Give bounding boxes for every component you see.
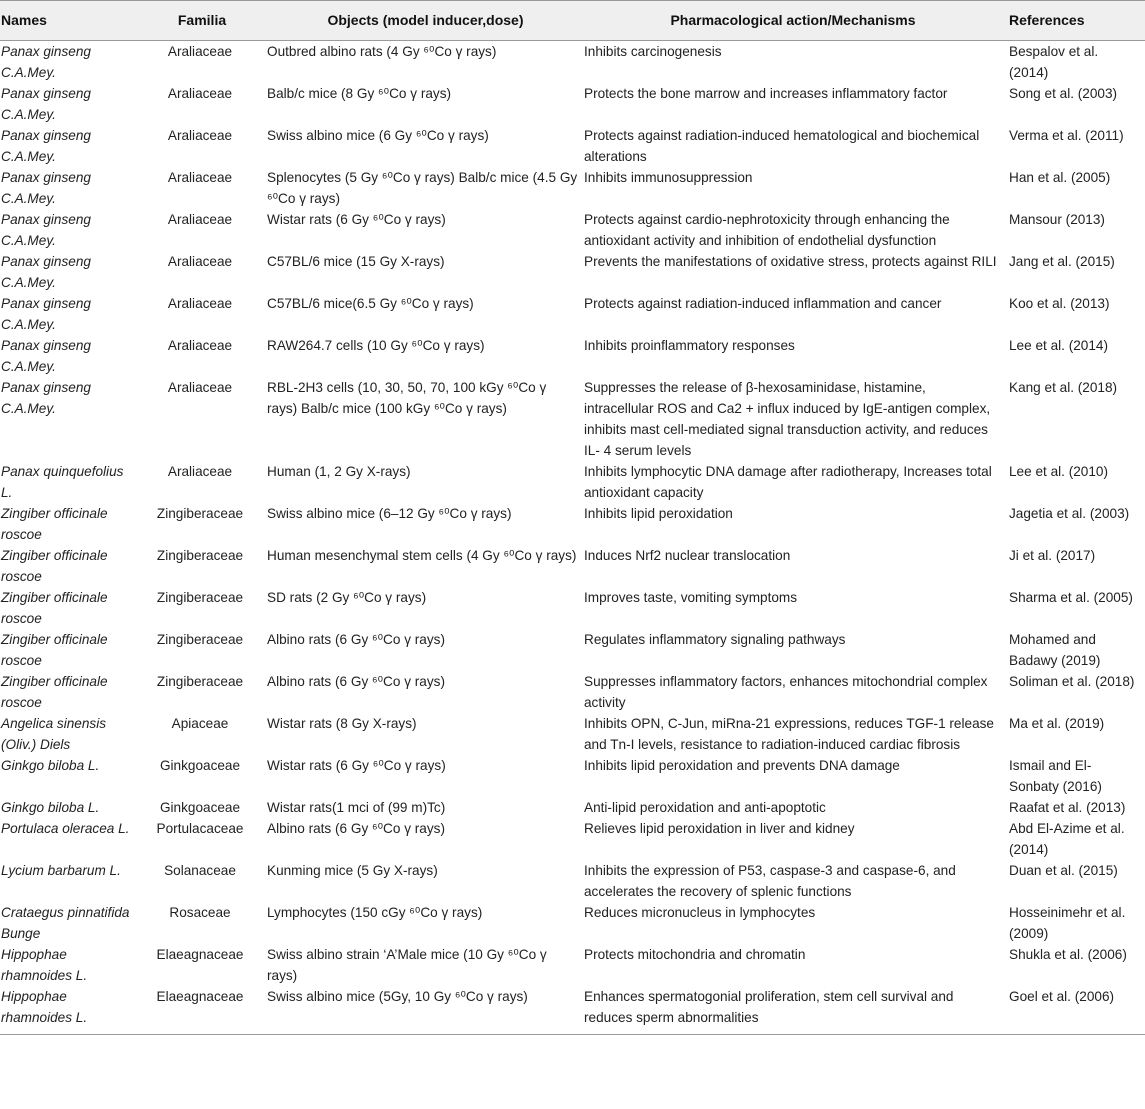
cell-action: Inhibits lymphocytic DNA damage after radiotherapy, Increases total antioxidant capacity — [584, 464, 992, 500]
cell-name: Panax ginseng C.A.Mey. — [1, 212, 91, 248]
cell-familia: Araliaceae — [167, 212, 233, 227]
cell-familia: Araliaceae — [167, 44, 233, 59]
cell-familia: Zingiberaceae — [156, 548, 244, 563]
cell-name: Ginkgo biloba L. — [1, 800, 100, 815]
cell-reference: Ma et al. (2019) — [1009, 716, 1105, 731]
cell-action: Enhances spermatogonial proliferation, stem cell survival and reduces sperm abnormalities — [584, 986, 1002, 1035]
header-familia: Familia — [137, 1, 267, 41]
cell-reference: Verma et al. (2011) — [1009, 128, 1124, 143]
table-header-row — [0, 1, 1145, 41]
cell-objects: Human (1, 2 Gy X-rays) — [267, 464, 411, 479]
cell-objects: Swiss albino strain ‘A’Male mice (10 Gy ⁶⁰Co γ rays) — [267, 947, 547, 983]
cell-objects: C57BL/6 mice (15 Gy X-rays) — [267, 254, 445, 269]
cell-action: Inhibits the expression of P53, caspase-3 and caspase-6, and accelerates the recovery of splenic functions — [584, 863, 956, 899]
table-row — [0, 41, 1145, 84]
cell-familia: Solanaceae — [164, 863, 236, 878]
cell-objects: Wistar rats (8 Gy X-rays) — [267, 716, 417, 731]
cell-name: Panax ginseng C.A.Mey. — [1, 86, 91, 122]
cell-reference: Song et al. (2003) — [1009, 86, 1118, 101]
cell-action: Prevents the manifestations of oxidative stress, protects against RILI — [584, 254, 997, 269]
table-row — [0, 713, 1145, 755]
cell-reference: Koo et al. (2013) — [1009, 296, 1110, 311]
cell-action: Protects the bone marrow and increases inflammatory factor — [584, 86, 948, 101]
cell-reference: Duan et al. (2015) — [1009, 863, 1118, 878]
table-row — [0, 335, 1145, 377]
cell-familia: Zingiberaceae — [156, 674, 244, 689]
cell-familia: Elaeagnaceae — [156, 947, 244, 962]
cell-familia: Rosaceae — [169, 905, 231, 920]
cell-name: Panax ginseng C.A.Mey. — [1, 380, 91, 416]
cell-reference: Jagetia et al. (2003) — [1009, 506, 1130, 521]
table-row — [0, 944, 1145, 986]
cell-name: Zingiber officinale roscoe — [1, 674, 108, 710]
cell-familia: Araliaceae — [167, 464, 233, 479]
cell-action: Protects against radiation-induced hematological and biochemical alterations — [584, 128, 980, 164]
cell-familia: Zingiberaceae — [156, 590, 244, 605]
cell-reference: Abd El-Azime et al. (2014) — [1009, 821, 1125, 857]
cell-name: Zingiber officinale roscoe — [1, 506, 108, 542]
table-row — [0, 629, 1145, 671]
cell-reference: Hosseinimehr et al. (2009) — [1009, 905, 1126, 941]
cell-familia: Ginkgoaceae — [159, 758, 241, 773]
cell-objects: Wistar rats (6 Gy ⁶⁰Co γ rays) — [267, 212, 446, 227]
cell-familia: Apiaceae — [171, 716, 229, 731]
cell-action: Inhibits carcinogenesis — [584, 44, 722, 59]
cell-reference: Mohamed and Badawy (2019) — [1009, 632, 1101, 668]
cell-name: Panax ginseng C.A.Mey. — [1, 254, 91, 290]
cell-name: Lycium barbarum L. — [1, 863, 121, 878]
table-row — [0, 587, 1145, 629]
cell-reference: Bespalov et al. (2014) — [1009, 44, 1099, 80]
cell-objects: Albino rats (6 Gy ⁶⁰Co γ rays) — [267, 674, 445, 689]
table-row — [0, 902, 1145, 944]
cell-objects: Splenocytes (5 Gy ⁶⁰Co γ rays) Balb/c mice (4.5 Gy ⁶⁰Co γ rays) — [267, 170, 578, 206]
cell-name: Zingiber officinale roscoe — [1, 632, 108, 668]
cell-objects: SD rats (2 Gy ⁶⁰Co γ rays) — [267, 590, 427, 605]
cell-objects: RAW264.7 cells (10 Gy ⁶⁰Co γ rays) — [267, 338, 485, 353]
cell-name: Panax ginseng C.A.Mey. — [1, 170, 91, 206]
cell-objects: Wistar rats(1 mci of (99 m)Tc) — [267, 800, 446, 815]
cell-name: Hippophae rhamnoides L. — [1, 947, 88, 983]
cell-reference: Sharma et al. (2005) — [1009, 590, 1133, 605]
table-row — [0, 209, 1145, 251]
cell-name: Angelica sinensis (Oliv.) Diels — [1, 716, 107, 752]
cell-objects: Balb/c mice (8 Gy ⁶⁰Co γ rays) — [267, 86, 452, 101]
table-row — [0, 671, 1145, 713]
cell-reference: Han et al. (2005) — [1009, 170, 1111, 185]
cell-action: Protects mitochondria and chromatin — [584, 947, 806, 962]
header-action: Pharmacological action/Mechanisms — [584, 1, 1002, 41]
cell-name: Panax ginseng C.A.Mey. — [1, 338, 91, 374]
cell-action: Regulates inflammatory signaling pathways — [584, 632, 846, 647]
table-body — [0, 41, 1145, 1035]
cell-objects: Outbred albino rats (4 Gy ⁶⁰Co γ rays) — [267, 44, 497, 59]
cell-familia: Araliaceae — [167, 296, 233, 311]
table-row — [0, 818, 1145, 860]
cell-reference: Goel et al. (2006) — [1002, 986, 1145, 1035]
cell-familia: Portulacaceae — [156, 821, 244, 836]
cell-name: Zingiber officinale roscoe — [1, 590, 108, 626]
cell-action: Reduces micronucleus in lymphocytes — [584, 905, 816, 920]
cell-action: Inhibits lipid peroxidation and prevents DNA damage — [584, 758, 900, 773]
cell-action: Anti-lipid peroxidation and anti-apoptotic — [584, 800, 826, 815]
table-row — [0, 83, 1145, 125]
header-references: References — [1002, 1, 1145, 41]
cell-reference: Soliman et al. (2018) — [1009, 674, 1135, 689]
cell-reference: Shukla et al. (2006) — [1009, 947, 1127, 962]
cell-name: Panax ginseng C.A.Mey. — [1, 296, 91, 332]
cell-reference: Lee et al. (2014) — [1009, 338, 1108, 353]
cell-action: Relieves lipid peroxidation in liver and kidney — [584, 821, 855, 836]
cell-name: Ginkgo biloba L. — [1, 758, 100, 773]
table-row — [0, 797, 1145, 818]
cell-familia: Zingiberaceae — [156, 632, 244, 647]
cell-name: Crataegus pinnatifida Bunge — [1, 905, 130, 941]
cell-action: Inhibits OPN, C-Jun, miRna-21 expressions, reduces TGF-1 release and Tn-I levels, resistance to radiation-induced cardiac fibrosis — [584, 716, 994, 752]
cell-reference: Ismail and El-Sonbaty (2016) — [1009, 758, 1102, 794]
cell-action: Inhibits immunosuppression — [584, 170, 753, 185]
cell-name: Panax quinquefolius L. — [1, 464, 124, 500]
table-row — [0, 986, 1145, 1035]
cell-name: Zingiber officinale roscoe — [1, 548, 108, 584]
cell-action: Inhibits lipid peroxidation — [584, 506, 733, 521]
cell-objects: Swiss albino mice (6–12 Gy ⁶⁰Co γ rays) — [267, 506, 512, 521]
cell-objects: C57BL/6 mice(6.5 Gy ⁶⁰Co γ rays) — [267, 296, 474, 311]
cell-reference: Raafat et al. (2013) — [1009, 800, 1126, 815]
cell-familia: Araliaceae — [167, 380, 233, 395]
cell-reference: Jang et al. (2015) — [1009, 254, 1115, 269]
table-row — [0, 167, 1145, 209]
table-row — [0, 293, 1145, 335]
cell-familia: Ginkgoaceae — [159, 800, 241, 815]
cell-reference: Mansour (2013) — [1009, 212, 1105, 227]
cell-objects: Kunming mice (5 Gy X-rays) — [267, 863, 438, 878]
table-row — [0, 125, 1145, 167]
cell-objects: Lymphocytes (150 cGy ⁶⁰Co γ rays) — [267, 905, 483, 920]
cell-name: Hippophae rhamnoides L. — [0, 986, 137, 1035]
cell-reference: Ji et al. (2017) — [1009, 548, 1096, 563]
cell-reference: Lee et al. (2010) — [1009, 464, 1108, 479]
cell-objects: Swiss albino mice (6 Gy ⁶⁰Co γ rays) — [267, 128, 489, 143]
table-row — [0, 461, 1145, 503]
header-names: Names — [0, 1, 137, 41]
cell-objects: Albino rats (6 Gy ⁶⁰Co γ rays) — [267, 632, 445, 647]
cell-objects: Wistar rats (6 Gy ⁶⁰Co γ rays) — [267, 758, 446, 773]
table-row — [0, 377, 1145, 461]
cell-familia: Araliaceae — [167, 338, 233, 353]
cell-action: Suppresses the release of β-hexosaminidase, histamine, intracellular ROS and Ca2 + influx induced by IgE-antigen complex, inhibits mast cell-mediated signal transduction activity, and reduces IL- 4 serum levels — [584, 380, 991, 458]
cell-name: Portulaca oleracea L. — [1, 821, 130, 836]
table-row — [0, 545, 1145, 587]
cell-name: Panax ginseng C.A.Mey. — [1, 44, 91, 80]
cell-reference: Kang et al. (2018) — [1009, 380, 1118, 395]
cell-objects: RBL-2H3 cells (10, 30, 50, 70, 100 kGy ⁶⁰Co γ rays) Balb/c mice (100 kGy ⁶⁰Co γ rays) — [267, 380, 547, 416]
cell-action: Suppresses inflammatory factors, enhances mitochondrial complex activity — [584, 674, 988, 710]
cell-familia: Araliaceae — [167, 170, 233, 185]
cell-objects: Swiss albino mice (5Gy, 10 Gy ⁶⁰Co γ rays) — [267, 986, 584, 1035]
cell-familia: Araliaceae — [167, 254, 233, 269]
cell-action: Protects against cardio-nephrotoxicity through enhancing the antioxidant activity and inhibition of endothelial dysfunction — [584, 212, 950, 248]
cell-action: Protects against radiation-induced inflammation and cancer — [584, 296, 942, 311]
cell-familia: Elaeagnaceae — [137, 986, 267, 1035]
table-row — [0, 251, 1145, 293]
header-objects: Objects (model inducer,dose) — [267, 1, 584, 41]
cell-familia: Zingiberaceae — [156, 506, 244, 521]
table-row — [0, 755, 1145, 797]
cell-action: Induces Nrf2 nuclear translocation — [584, 548, 791, 563]
table-row — [0, 503, 1145, 545]
cell-familia: Araliaceae — [167, 128, 233, 143]
cell-objects: Human mesenchymal stem cells (4 Gy ⁶⁰Co γ rays) — [267, 548, 577, 563]
cell-familia: Araliaceae — [167, 86, 233, 101]
cell-objects: Albino rats (6 Gy ⁶⁰Co γ rays) — [267, 821, 445, 836]
cell-name: Panax ginseng C.A.Mey. — [1, 128, 91, 164]
cell-action: Inhibits proinflammatory responses — [584, 338, 795, 353]
cell-action: Improves taste, vomiting symptoms — [584, 590, 798, 605]
table-row — [0, 860, 1145, 902]
